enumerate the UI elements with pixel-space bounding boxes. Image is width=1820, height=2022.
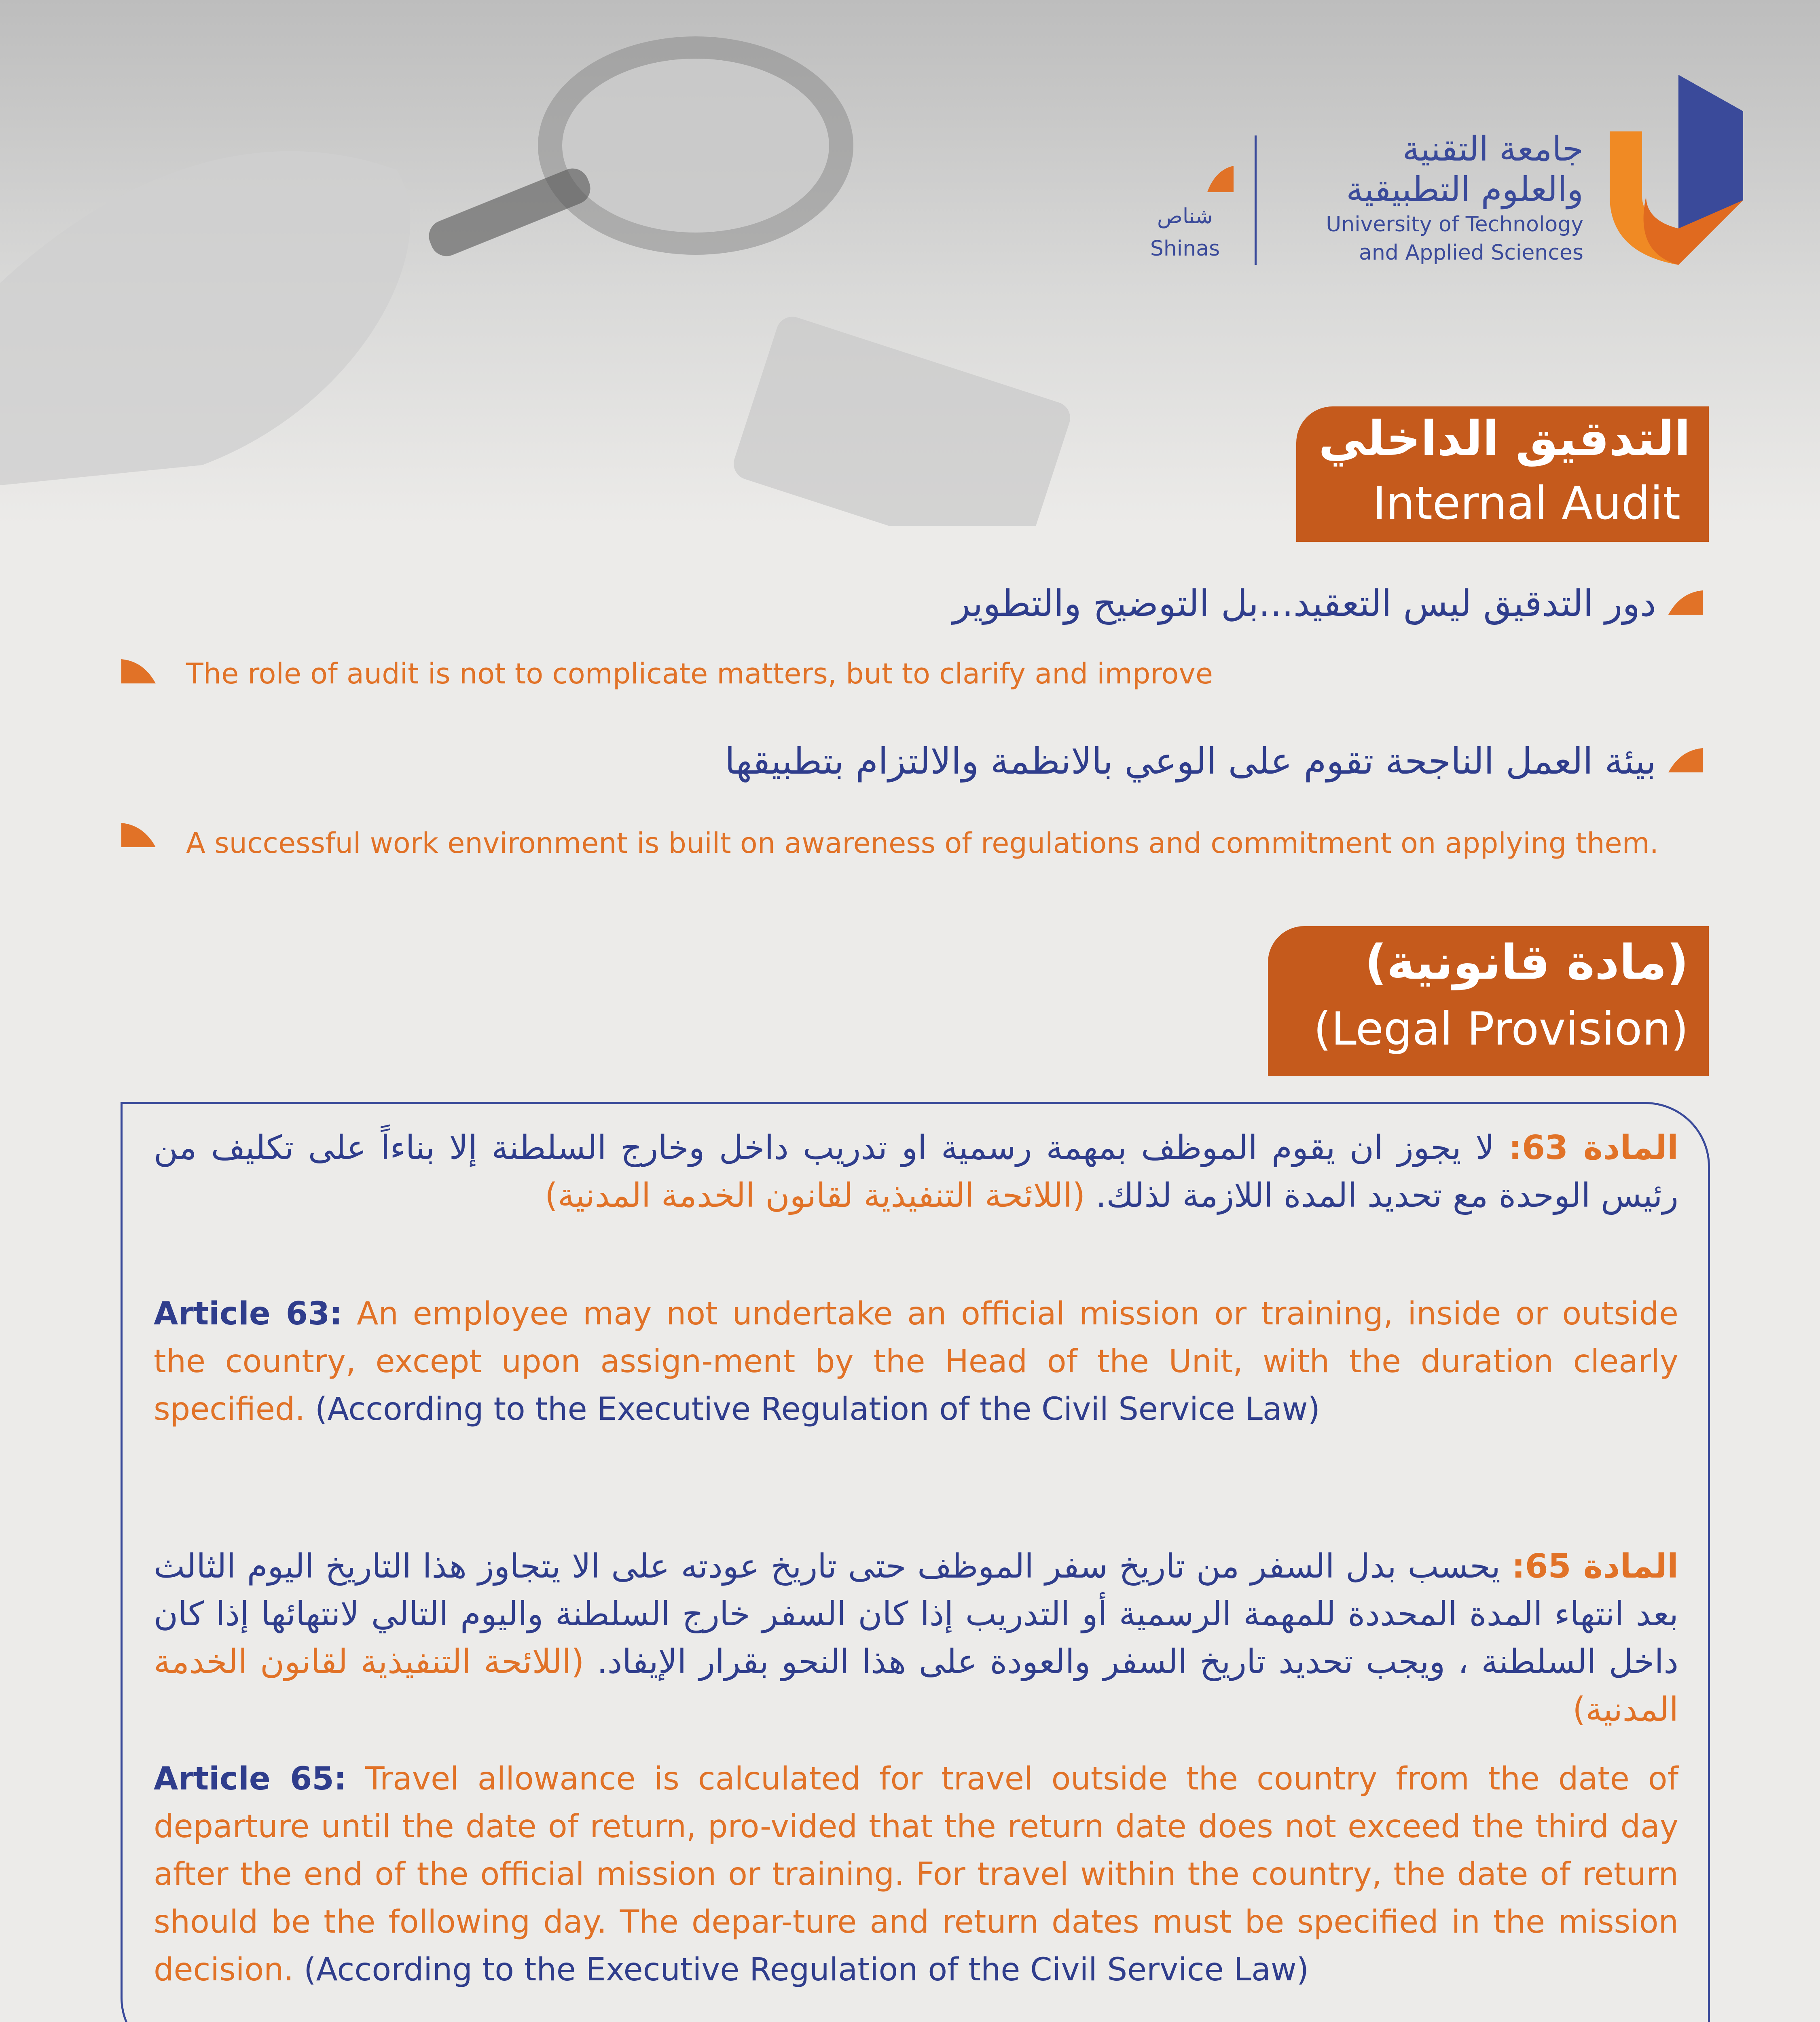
university-name-ar-line2: والعلوم التطبيقية — [1346, 169, 1583, 209]
legal-provision-en: (Legal Provision) — [1313, 1003, 1689, 1055]
statement-1-en: The role of audit is not to complicate matters, but to clarify and improve — [186, 657, 1213, 690]
article-63-en — [154, 1290, 1678, 1433]
campus-name-en: Shinas — [1150, 237, 1220, 261]
article-63-ar — [154, 1124, 1678, 1220]
university-name-en — [1058, 210, 1583, 267]
statement-2-ar: بيئة العمل الناجحة تقوم على الوعي بالانظمة والالتزام بتطبيقها — [725, 740, 1656, 783]
article-63-en-label: Article 63: — [154, 1296, 343, 1332]
article-65-en — [154, 1755, 1678, 1994]
campus-name-ar: شناص — [1157, 204, 1213, 228]
bullet-triangle-icon — [1668, 748, 1705, 775]
university-logo — [1610, 75, 1747, 277]
article-63-ar-label: المادة 63: — [1509, 1129, 1678, 1167]
university-name-ar-line1: جامعة التقنية — [1402, 129, 1583, 169]
title-badge — [1296, 406, 1709, 542]
article-63-en-text: An employee may not undertake an official mission or training, inside or outside the country, except upon assign-ment by the Head of the Unit, with the duration clearly specified. — [154, 1296, 1678, 1428]
statement-2-en: A successful work environment is built on awareness of regulations and commitment on applying them. — [186, 827, 1659, 860]
article-65-ar-label: المادة 65: — [1511, 1547, 1678, 1586]
logo-divider — [1255, 135, 1257, 265]
article-65-en-source: (According to the Executive Regulation of the Civil Service Law) — [304, 1952, 1309, 1988]
campus-mark-icon — [1207, 166, 1236, 194]
article-63-en-source: (According to the Executive Regulation of the Civil Service Law) — [315, 1391, 1320, 1428]
bullet-triangle-icon — [121, 659, 158, 686]
article-63-ar-text: لا يجوز ان يقوم الموظف بمهمة رسمية او تدريب داخل وخارج السلطنة إلا بناءاً على تكليف من رئيس الوحدة مع تحديد المدة اللازمة لذلك. — [154, 1129, 1678, 1215]
bullet-triangle-icon — [1668, 590, 1705, 617]
university-name-en-line2: and Applied Sciences — [1359, 241, 1583, 265]
bullet-triangle-icon — [121, 823, 158, 850]
legal-provision-ar: (مادة قانونية) — [1365, 934, 1689, 990]
title-en: Internal Audit — [1373, 477, 1680, 530]
article-65-ar-source: (اللائحة التنفيذية لقانون الخدمة المدنية) — [154, 1643, 1678, 1729]
article-65-en-label: Article 65: — [154, 1761, 347, 1797]
article-63-ar-source: (اللائحة التنفيذية لقانون الخدمة المدنية) — [545, 1176, 1086, 1215]
article-65-en-text: Travel allowance is calculated for travel outside the country from the date of departure until the date of return, pro-vided that the return date does not exceed the third day after the end of the official mission or training. For travel within the country, the date of return should be the following day. The depar-ture and return dates must be specified in the mission decision. — [154, 1761, 1679, 1988]
article-65-ar — [154, 1543, 1678, 1734]
university-name-ar — [1058, 129, 1583, 209]
title-ar: التدقيق الداخلي — [1318, 410, 1691, 466]
university-name-en-line1: University of Technology — [1326, 212, 1583, 237]
legal-provision-badge — [1268, 926, 1709, 1076]
article-65-ar-text: يحسب بدل السفر من تاريخ سفر الموظف حتى تاريخ عودته على الا يتجاوز هذا التاريخ اليوم الثالث بعد انتهاء المدة المحددة للمهمة الرسمية أو التدريب إذا كان السفر خارج السلطنة واليوم التالي لانتهائها إذا كان داخل السلطنة ، ويجب تحديد تاريخ السفر والعودة على هذا النحو بقرار الإيفاد. — [154, 1547, 1678, 1681]
statement-1-ar: دور التدقيق ليس التعقيد...بل التوضيح والتطوير — [952, 582, 1656, 625]
